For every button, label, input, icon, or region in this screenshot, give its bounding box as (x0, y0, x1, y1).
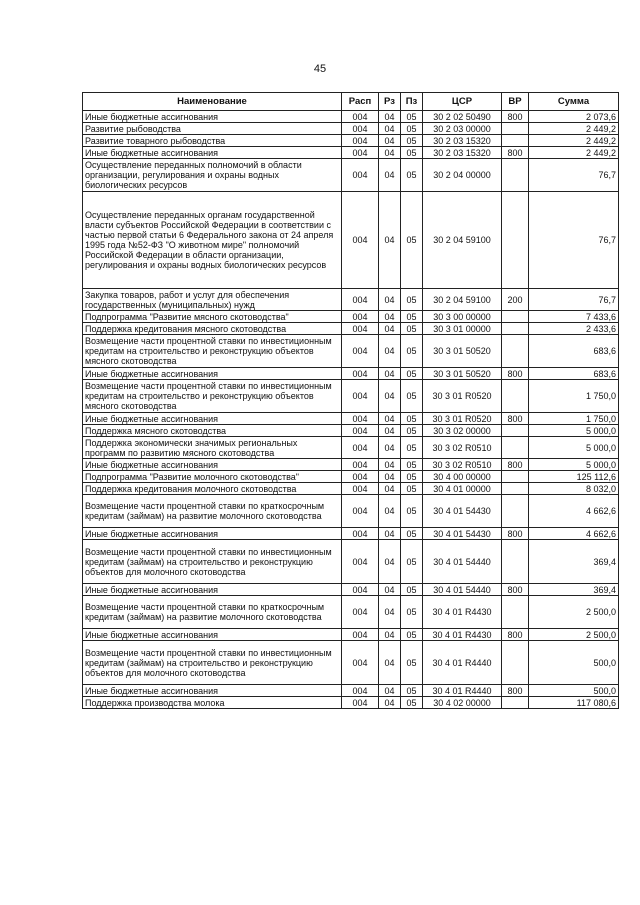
row-pz: 05 (401, 147, 423, 159)
row-sum: 500,0 (529, 641, 619, 685)
row-vr (502, 311, 529, 323)
row-rz: 04 (379, 413, 401, 425)
row-csr: 30 4 01 00000 (423, 483, 502, 495)
row-sum: 7 433,6 (529, 311, 619, 323)
row-rz: 04 (379, 471, 401, 483)
row-sum: 5 000,0 (529, 459, 619, 471)
table-row (83, 135, 619, 147)
row-rasp: 004 (342, 335, 379, 368)
row-csr: 30 4 01 R4430 (423, 629, 502, 641)
table-row (83, 335, 619, 368)
row-name: Иные бюджетные ассигнования (83, 111, 342, 123)
row-name: Подпрограмма "Развитие молочного скотоводства" (83, 471, 342, 483)
row-csr: 30 2 02 50490 (423, 111, 502, 123)
row-sum: 369,4 (529, 540, 619, 584)
row-sum: 500,0 (529, 685, 619, 697)
row-rasp: 004 (342, 697, 379, 709)
table-row (83, 437, 619, 459)
row-rz: 04 (379, 368, 401, 380)
table-row (83, 584, 619, 596)
row-rasp: 004 (342, 495, 379, 528)
row-name: Иные бюджетные ассигнования (83, 528, 342, 540)
row-name: Возмещение части процентной ставки по краткосрочным кредитам (займам) на развитие молочного скотоводства (83, 596, 342, 629)
row-rz: 04 (379, 192, 401, 289)
table-row (83, 697, 619, 709)
row-rz: 04 (379, 425, 401, 437)
header-vr: ВР (502, 93, 529, 111)
row-rasp: 004 (342, 584, 379, 596)
row-name: Иные бюджетные ассигнования (83, 629, 342, 641)
row-rz: 04 (379, 311, 401, 323)
row-rasp: 004 (342, 596, 379, 629)
row-csr: 30 3 02 R0510 (423, 459, 502, 471)
row-vr (502, 159, 529, 192)
row-rasp: 004 (342, 311, 379, 323)
row-rasp: 004 (342, 471, 379, 483)
table-row (83, 459, 619, 471)
table-row (83, 425, 619, 437)
header-rasp: Расп (342, 93, 379, 111)
row-rasp: 004 (342, 289, 379, 311)
row-name: Возмещение части процентной ставки по краткосрочным кредитам (займам) на развитие молочного скотоводства (83, 495, 342, 528)
row-name: Поддержка мясного скотоводства (83, 425, 342, 437)
row-rasp: 004 (342, 192, 379, 289)
header-name: Наименование (83, 93, 342, 111)
row-pz: 05 (401, 159, 423, 192)
row-sum: 1 750,0 (529, 413, 619, 425)
row-csr: 30 3 00 00000 (423, 311, 502, 323)
row-csr: 30 4 00 00000 (423, 471, 502, 483)
header-sum: Сумма (529, 93, 619, 111)
row-csr: 30 2 03 15320 (423, 147, 502, 159)
row-sum: 683,6 (529, 335, 619, 368)
row-name: Поддержка производства молока (83, 697, 342, 709)
row-pz: 05 (401, 528, 423, 540)
row-pz: 05 (401, 471, 423, 483)
row-csr: 30 4 01 54430 (423, 528, 502, 540)
row-pz: 05 (401, 380, 423, 413)
row-vr: 800 (502, 584, 529, 596)
table-row (83, 323, 619, 335)
row-name: Осуществление переданных полномочий в области организации, регулирования и охраны водных биологических ресурсов (83, 159, 342, 192)
row-pz: 05 (401, 459, 423, 471)
table-row (83, 147, 619, 159)
row-vr: 800 (502, 528, 529, 540)
row-pz: 05 (401, 289, 423, 311)
row-rz: 04 (379, 135, 401, 147)
row-sum: 1 750,0 (529, 380, 619, 413)
row-vr: 800 (502, 685, 529, 697)
table-row (83, 629, 619, 641)
row-pz: 05 (401, 413, 423, 425)
row-rz: 04 (379, 629, 401, 641)
row-sum: 2 500,0 (529, 596, 619, 629)
row-csr: 30 3 01 R0520 (423, 413, 502, 425)
row-rz: 04 (379, 323, 401, 335)
row-rz: 04 (379, 641, 401, 685)
row-vr (502, 495, 529, 528)
row-vr (502, 471, 529, 483)
row-rz: 04 (379, 111, 401, 123)
row-name: Развитие товарного рыбоводства (83, 135, 342, 147)
page-number: 45 (313, 63, 327, 75)
row-pz: 05 (401, 335, 423, 368)
row-csr: 30 2 04 59100 (423, 289, 502, 311)
row-sum: 76,7 (529, 159, 619, 192)
row-pz: 05 (401, 323, 423, 335)
row-rz: 04 (379, 335, 401, 368)
row-csr: 30 3 01 50520 (423, 368, 502, 380)
row-name: Поддержка кредитования мясного скотоводства (83, 323, 342, 335)
row-rasp: 004 (342, 413, 379, 425)
row-sum: 76,7 (529, 289, 619, 311)
header-csr: ЦСР (423, 93, 502, 111)
row-pz: 05 (401, 685, 423, 697)
row-pz: 05 (401, 697, 423, 709)
row-rasp: 004 (342, 459, 379, 471)
row-sum: 2 449,2 (529, 147, 619, 159)
table-row (83, 192, 619, 289)
header-rz: Рз (379, 93, 401, 111)
row-rz: 04 (379, 483, 401, 495)
row-name: Возмещение части процентной ставки по инвестиционным кредитам на строительство и реконструкцию объектов мясного скотоводства (83, 380, 342, 413)
row-sum: 117 080,6 (529, 697, 619, 709)
row-sum: 5 000,0 (529, 437, 619, 459)
row-name: Иные бюджетные ассигнования (83, 459, 342, 471)
row-rasp: 004 (342, 528, 379, 540)
row-rz: 04 (379, 123, 401, 135)
row-vr (502, 641, 529, 685)
row-name: Возмещение части процентной ставки по инвестиционным кредитам (займам) на строительство и реконструкцию объектов для молочного скотоводства (83, 641, 342, 685)
row-pz: 05 (401, 641, 423, 685)
row-vr (502, 192, 529, 289)
row-pz: 05 (401, 629, 423, 641)
table-row (83, 413, 619, 425)
row-rasp: 004 (342, 425, 379, 437)
row-name: Развитие рыбоводства (83, 123, 342, 135)
row-sum: 2 449,2 (529, 135, 619, 147)
table-row (83, 159, 619, 192)
table-row (83, 540, 619, 584)
row-pz: 05 (401, 596, 423, 629)
row-csr: 30 4 01 R4430 (423, 596, 502, 629)
row-rasp: 004 (342, 111, 379, 123)
row-rz: 04 (379, 380, 401, 413)
row-pz: 05 (401, 540, 423, 584)
row-sum: 2 433,6 (529, 323, 619, 335)
row-sum: 369,4 (529, 584, 619, 596)
row-vr (502, 335, 529, 368)
row-vr (502, 323, 529, 335)
table-row (83, 368, 619, 380)
row-vr (502, 437, 529, 459)
row-vr: 800 (502, 147, 529, 159)
row-vr (502, 697, 529, 709)
row-rasp: 004 (342, 483, 379, 495)
row-rz: 04 (379, 459, 401, 471)
row-vr (502, 540, 529, 584)
table-row (83, 289, 619, 311)
row-vr: 800 (502, 629, 529, 641)
row-rz: 04 (379, 540, 401, 584)
table-row (83, 111, 619, 123)
row-name: Поддержка экономически значимых региональных программ по развитию мясного скотоводства (83, 437, 342, 459)
row-sum: 5 000,0 (529, 425, 619, 437)
row-csr: 30 3 01 00000 (423, 323, 502, 335)
row-name: Иные бюджетные ассигнования (83, 584, 342, 596)
table-row (83, 685, 619, 697)
row-name: Иные бюджетные ассигнования (83, 685, 342, 697)
row-rasp: 004 (342, 540, 379, 584)
row-csr: 30 2 04 59100 (423, 192, 502, 289)
table-row (83, 123, 619, 135)
row-pz: 05 (401, 368, 423, 380)
row-name: Возмещение части процентной ставки по инвестиционным кредитам на строительство и реконструкцию объектов мясного скотоводства (83, 335, 342, 368)
row-rasp: 004 (342, 380, 379, 413)
table-row (83, 311, 619, 323)
row-rasp: 004 (342, 135, 379, 147)
row-csr: 30 2 03 15320 (423, 135, 502, 147)
row-name: Закупка товаров, работ и услуг для обеспечения государственных (муниципальных) нужд (83, 289, 342, 311)
row-name: Осуществление переданных органам государственной власти субъектов Российской Федерации в соответствии с частью первой статьи 6 Федерального закона от 24 апреля 1995 года №52-ФЗ "О животном мире" полномочий Российской Федерации в области организации, регулирования и охраны водных биологических ресурсов (83, 192, 342, 289)
row-rz: 04 (379, 685, 401, 697)
table-row (83, 483, 619, 495)
row-csr: 30 4 01 54440 (423, 540, 502, 584)
row-vr: 800 (502, 413, 529, 425)
row-rasp: 004 (342, 323, 379, 335)
row-vr: 800 (502, 368, 529, 380)
row-rasp: 004 (342, 368, 379, 380)
row-sum: 4 662,6 (529, 528, 619, 540)
row-name: Поддержка кредитования молочного скотоводства (83, 483, 342, 495)
row-pz: 05 (401, 192, 423, 289)
row-pz: 05 (401, 311, 423, 323)
row-name: Иные бюджетные ассигнования (83, 413, 342, 425)
row-rz: 04 (379, 437, 401, 459)
row-sum: 2 073,6 (529, 111, 619, 123)
row-rasp: 004 (342, 437, 379, 459)
row-csr: 30 3 01 R0520 (423, 380, 502, 413)
table-row (83, 528, 619, 540)
row-name: Возмещение части процентной ставки по инвестиционным кредитам (займам) на строительство и реконструкцию объектов для молочного скотоводства (83, 540, 342, 584)
row-vr: 200 (502, 289, 529, 311)
row-rz: 04 (379, 596, 401, 629)
row-rz: 04 (379, 495, 401, 528)
row-csr: 30 2 03 00000 (423, 123, 502, 135)
table-row (83, 471, 619, 483)
row-vr (502, 425, 529, 437)
table-row (83, 495, 619, 528)
row-sum: 125 112,6 (529, 471, 619, 483)
row-csr: 30 4 01 54440 (423, 584, 502, 596)
table-header-row (83, 93, 619, 111)
row-rz: 04 (379, 289, 401, 311)
header-pz: Пз (401, 93, 423, 111)
row-pz: 05 (401, 425, 423, 437)
row-vr: 800 (502, 459, 529, 471)
table-row (83, 380, 619, 413)
row-sum: 4 662,6 (529, 495, 619, 528)
row-csr: 30 3 01 50520 (423, 335, 502, 368)
row-pz: 05 (401, 483, 423, 495)
row-name: Подпрограмма "Развитие мясного скотоводства" (83, 311, 342, 323)
row-rasp: 004 (342, 641, 379, 685)
row-sum: 2 449,2 (529, 123, 619, 135)
row-sum: 683,6 (529, 368, 619, 380)
row-rasp: 004 (342, 159, 379, 192)
row-csr: 30 4 01 54430 (423, 495, 502, 528)
row-pz: 05 (401, 437, 423, 459)
row-rz: 04 (379, 697, 401, 709)
row-pz: 05 (401, 584, 423, 596)
row-vr (502, 123, 529, 135)
row-vr (502, 135, 529, 147)
row-vr (502, 483, 529, 495)
row-vr: 800 (502, 111, 529, 123)
row-csr: 30 2 04 00000 (423, 159, 502, 192)
row-rz: 04 (379, 159, 401, 192)
row-pz: 05 (401, 135, 423, 147)
row-csr: 30 4 01 R4440 (423, 641, 502, 685)
row-rz: 04 (379, 584, 401, 596)
row-sum: 2 500,0 (529, 629, 619, 641)
row-pz: 05 (401, 111, 423, 123)
row-csr: 30 4 02 00000 (423, 697, 502, 709)
row-pz: 05 (401, 123, 423, 135)
row-csr: 30 3 02 R0510 (423, 437, 502, 459)
row-rz: 04 (379, 528, 401, 540)
table-row (83, 596, 619, 629)
budget-table (82, 92, 619, 709)
table-body (83, 111, 619, 709)
row-rasp: 004 (342, 147, 379, 159)
row-rasp: 004 (342, 123, 379, 135)
row-pz: 05 (401, 495, 423, 528)
row-csr: 30 3 02 00000 (423, 425, 502, 437)
table-row (83, 641, 619, 685)
row-vr (502, 596, 529, 629)
row-name: Иные бюджетные ассигнования (83, 368, 342, 380)
row-sum: 76,7 (529, 192, 619, 289)
row-name: Иные бюджетные ассигнования (83, 147, 342, 159)
row-rz: 04 (379, 147, 401, 159)
row-rasp: 004 (342, 685, 379, 697)
row-vr (502, 380, 529, 413)
row-sum: 8 032,0 (529, 483, 619, 495)
row-csr: 30 4 01 R4440 (423, 685, 502, 697)
row-rasp: 004 (342, 629, 379, 641)
